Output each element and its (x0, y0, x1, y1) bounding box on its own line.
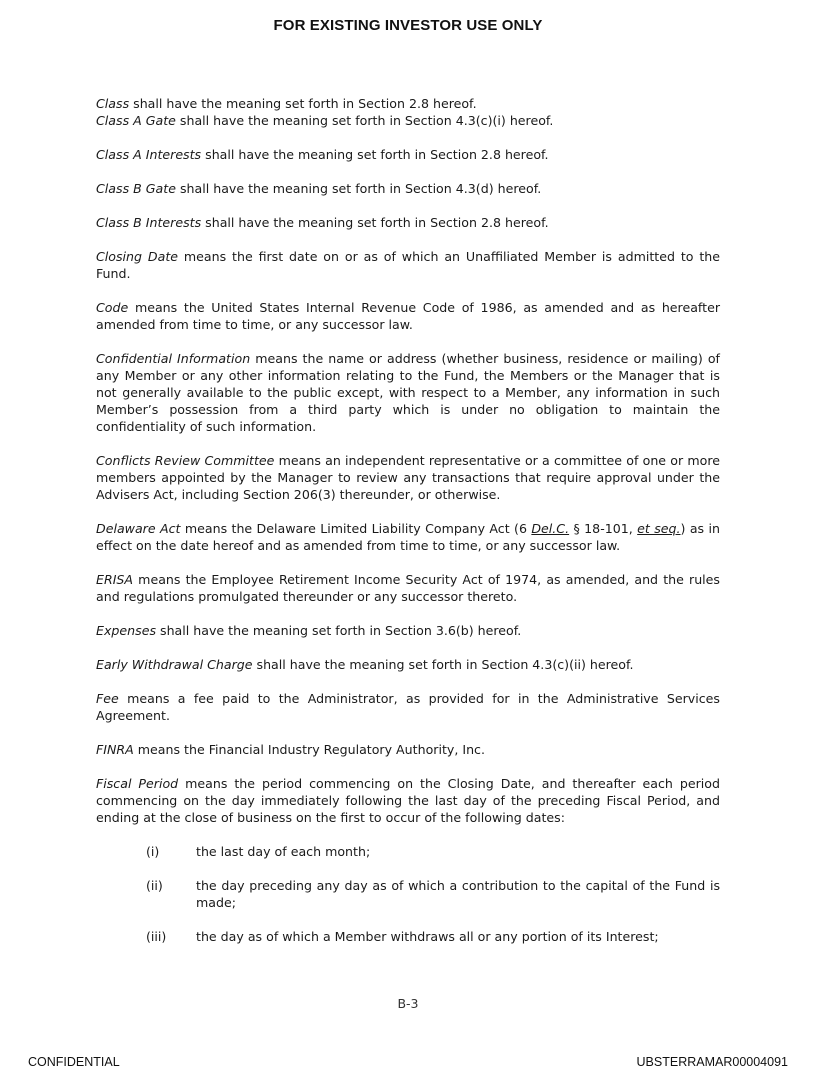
definition-text: § 18-101, (569, 521, 638, 536)
definition-fee (96, 690, 720, 724)
definition-text: shall have the meaning set forth in Section 3.6(b) hereof. (156, 623, 522, 638)
definition-text: shall have the meaning set forth in Section 4.3(d) hereof. (175, 181, 542, 196)
defined-term: FINRA (96, 742, 134, 757)
definition-text: means the Employee Retirement Income Security Act of 1974, as amended, and the rules and regulations promulgated thereunder or any successor thereto. (96, 572, 720, 604)
definition-class-b-interests (96, 214, 720, 231)
definition-text: ) as in effect on the date hereof and as amended from time to time, or any successor law. (96, 521, 720, 553)
defined-term: Class B Gate (96, 181, 176, 196)
list-text: the day as of which a Member withdraws all or any portion of its Interest; (196, 929, 659, 944)
defined-term: ERISA (96, 572, 134, 587)
definition-text: shall have the meaning set forth in Section 4.3(c)(i) hereof. (175, 113, 554, 128)
definition-class-a-gate (96, 112, 720, 129)
definition-early-withdrawal-charge (96, 656, 720, 673)
definition-text: means the Financial Industry Regulatory Authority, Inc. (133, 742, 485, 757)
definition-text: shall have the meaning set forth in Section 4.3(c)(ii) hereof. (252, 657, 634, 672)
citation-del-c: Del.C. (531, 521, 570, 536)
definition-class-b-gate (96, 180, 720, 197)
document-body (96, 95, 720, 962)
list-text: the day preceding any day as of which a contribution to the capital of the Fund is made; (196, 878, 720, 910)
definition-expenses (96, 622, 720, 639)
footer-confidential: CONFIDENTIAL (28, 1055, 120, 1069)
defined-term: Closing Date (96, 249, 179, 264)
definition-text: means the first date on or as of which an Unaffiliated Member is admitted to the Fund. (96, 249, 721, 281)
defined-term: Confidential Information (96, 351, 251, 366)
defined-term: Expenses (96, 623, 157, 638)
defined-term: Code (96, 300, 129, 315)
list-item (96, 843, 720, 860)
definition-class (96, 95, 720, 112)
defined-term: Early Withdrawal Charge (96, 657, 253, 672)
list-number: (ii) (146, 878, 163, 893)
citation-et-seq: et seq. (637, 521, 681, 536)
footer-bates-number: UBSTERRAMAR00004091 (636, 1055, 788, 1069)
definition-text: means a fee paid to the Administrator, as provided for in the Administrative Services Agreement. (96, 691, 720, 723)
definition-text: means the United States Internal Revenue Code of 1986, as amended and as hereafter amended from time to time, or any successor law. (96, 300, 720, 332)
definition-erisa (96, 571, 720, 605)
definition-text: shall have the meaning set forth in Section 2.8 hereof. (129, 96, 477, 111)
list-number: (iii) (146, 929, 167, 944)
list-item (96, 928, 720, 945)
defined-term: Conflicts Review Committee (96, 453, 275, 468)
defined-term: Fee (96, 691, 119, 706)
definition-fiscal-period (96, 775, 720, 826)
defined-term: Fiscal Period (96, 776, 179, 791)
defined-term: Class A Interests (96, 147, 202, 162)
defined-term: Class A Gate (96, 113, 176, 128)
definition-closing-date (96, 248, 720, 282)
definition-text: means the period commencing on the Closing Date, and thereafter each period commencing on the day immediately following the last day of the preceding Fiscal Period, and ending at the close of business on the first to occur of the following dates: (96, 776, 720, 825)
definition-text: means the Delaware Limited Liability Company Act (6 (180, 521, 532, 536)
list-text: the last day of each month; (196, 844, 371, 859)
definition-conflicts-review-committee (96, 452, 720, 503)
defined-term: Delaware Act (96, 521, 181, 536)
definition-code (96, 299, 720, 333)
defined-term: Class B Interests (96, 215, 202, 230)
definition-text: shall have the meaning set forth in Section 2.8 hereof. (201, 147, 549, 162)
definition-text: means an independent representative or a committee of one or more members appointed by the Manager to review any transactions that require approval under the Advisers Act, including Section 206(3) thereunder, or otherwise. (96, 453, 720, 502)
page-number: B-3 (397, 996, 419, 1011)
page-header: FOR EXISTING INVESTOR USE ONLY (273, 17, 543, 34)
definition-class-a-interests (96, 146, 720, 163)
list-item (96, 877, 720, 911)
definition-text: means the name or address (whether business, residence or mailing) of any Member or any other information relating to the Fund, the Members or the Manager that is not generally available to the public except, with respect to a Member, any information in such Member’s possession from a third party which is under no obligation to maintain the confidentiality of such information. (96, 351, 720, 434)
definition-finra (96, 741, 720, 758)
list-number: (i) (146, 844, 160, 859)
definition-delaware-act (96, 520, 720, 554)
defined-term: Class (96, 96, 130, 111)
definition-confidential-information (96, 350, 720, 435)
definition-text: shall have the meaning set forth in Section 2.8 hereof. (201, 215, 549, 230)
